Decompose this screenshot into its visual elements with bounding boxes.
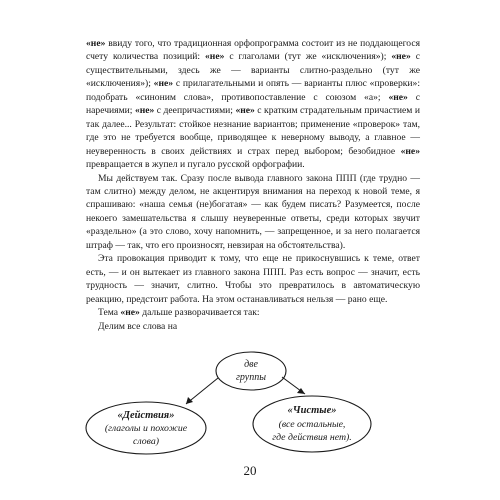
bold-term: «не»: [153, 78, 174, 90]
center-label-2: группы: [236, 372, 266, 383]
text-run: с глаголами (тут же «исключения»);: [224, 51, 392, 63]
bold-term: «не»: [235, 105, 255, 117]
text-run: ввиду того, что традиционная орфопрограмма состоит из не поддающегося счету количества позиций:: [86, 38, 420, 63]
center-ellipse: [216, 352, 286, 390]
left-label-1: (глаголы и похожие: [104, 423, 188, 434]
right-title: «Чистые»: [287, 405, 337, 416]
left-label-2: слова): [133, 436, 159, 447]
right-label-2: где действия нет).: [272, 432, 352, 443]
center-label-1: две: [244, 359, 258, 370]
bold-term: «не»: [391, 51, 411, 63]
text-run: Тема: [98, 307, 121, 319]
bold-term: «не»: [134, 105, 155, 117]
text-run: с наречиями;: [86, 91, 420, 117]
bold-term: «не»: [205, 51, 225, 63]
arrow-left-head: [186, 397, 193, 404]
text-run: с существительными, здесь же — варианты слитно-раздельно (тут же «исключения»);: [86, 51, 420, 90]
text-run: дальше разворачивается так:: [139, 307, 260, 319]
bold-term: «не»: [400, 145, 420, 157]
text-run: с деепричастиями;: [154, 105, 236, 117]
right-label-1: (все остальные,: [278, 419, 346, 430]
bold-term: «не»: [388, 91, 408, 103]
text-run: Эта провокация приводит к тому, что еще не прикоснувшись к теме, ответ есть, — и он вытекает из главного закона ППП. Раз есть вопрос — значит, есть трудность — значит, слитно. Чтобы это превратилось в автоматическую реакцию, предстоит работа. На этом останавливаться нельзя — рано еще.: [86, 253, 420, 305]
text-run: с прилагательными и опять — варианты плюс «проверки»: подобрать «синоним слова», противопоставление с союзом «а»;: [86, 78, 420, 103]
text-run: превращается в жупел и пугало русской орфографии.: [86, 159, 305, 171]
text-run: Делим все слова на: [98, 320, 178, 332]
bold-term: «не»: [86, 38, 106, 49]
text-run: с кратким страдательным причастием и так далее... Результат: стойкое незнание вариантов; применение «проверок» там, где это не требуется вообще, приводящее к неверному выводу, а главное — неуверенность в своих действиях и страх перед выбором; безобидное: [86, 105, 420, 157]
text-run: Мы действуем так. Сразу после вывода главного закона ППП (где трудно — там слитно) между делом, не акцентируя внимания на переход к новой теме, я спрашиваю: «наша семья (не)богатая» — как будем писать? Разумеется, после некоего замешательства я слышу неуверенные ответы, среди которых звучит «раздельно» (а это слово, хочу напомнить, — запрещенное, и за него полагается штраф — так, что его произносят, невзирая на обстоятельства).: [86, 172, 420, 251]
left-title: «Действия»: [117, 410, 175, 421]
bold-term: «не»: [120, 307, 140, 319]
page-number: 20: [243, 463, 257, 478]
